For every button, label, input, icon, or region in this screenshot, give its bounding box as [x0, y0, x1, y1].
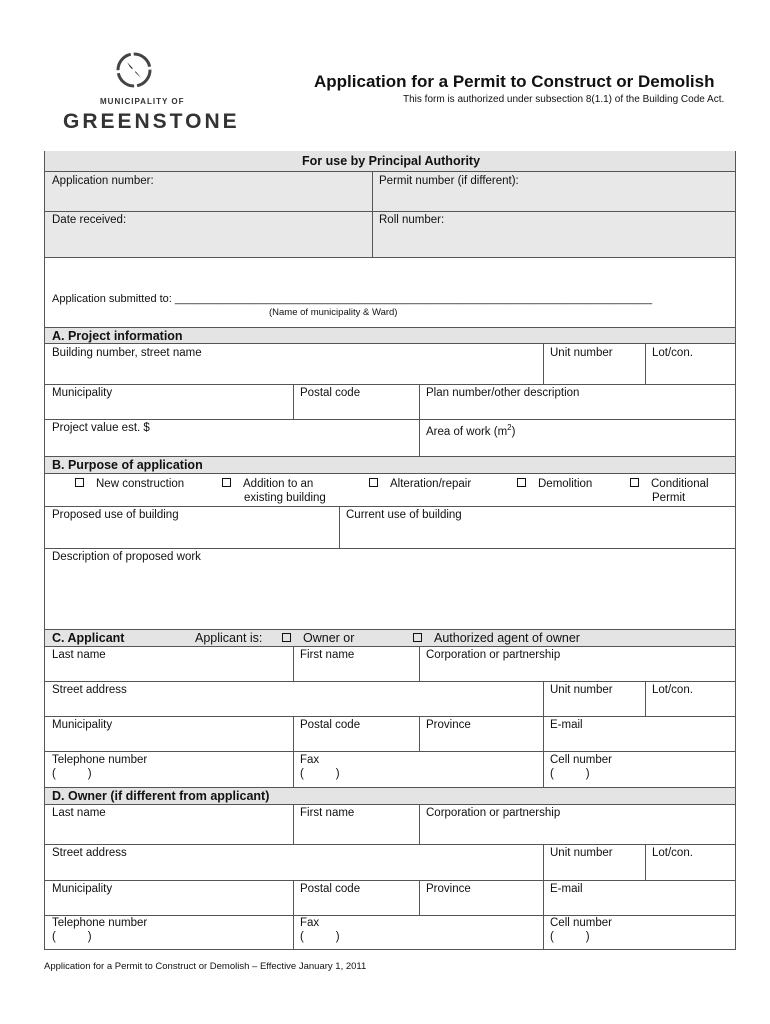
- fax-field-d[interactable]: Fax: [300, 917, 320, 929]
- area-close: ): [511, 425, 516, 438]
- telephone-paren-c: ( ): [52, 768, 92, 780]
- telephone-field-c[interactable]: Telephone number: [52, 754, 148, 766]
- option-label: New construction: [96, 478, 185, 490]
- municipality-field-c[interactable]: Municipality: [52, 719, 113, 731]
- area-label: Area of work (m: [426, 425, 508, 438]
- plan-number-field[interactable]: Plan number/other description: [426, 387, 580, 399]
- postal-code-field-a[interactable]: Postal code: [300, 387, 361, 399]
- corporation-field-d[interactable]: Corporation or partnership: [426, 807, 561, 819]
- checkbox-icon[interactable]: [75, 478, 84, 487]
- first-name-field-c[interactable]: First name: [300, 649, 355, 661]
- fax-field-c[interactable]: Fax: [300, 754, 320, 766]
- postal-code-field-d[interactable]: Postal code: [300, 883, 361, 895]
- compass-icon: [114, 50, 154, 90]
- option-addition-line2: existing building: [244, 492, 326, 504]
- page-subtitle: This form is authorized under subsection 8(1.1) of the Building Code Act.: [403, 94, 725, 105]
- page-title: Application for a Permit to Construct or Demolish: [314, 72, 715, 91]
- section-c-bar: [45, 629, 735, 647]
- lot-con-field-d[interactable]: Lot/con.: [652, 847, 693, 859]
- submitted-to-field[interactable]: Application submitted to: ______________________________________________________________________________: [52, 293, 653, 305]
- option-addition[interactable]: [222, 477, 313, 491]
- municipality-field-a[interactable]: Municipality: [52, 387, 113, 399]
- date-received-field[interactable]: Date received:: [52, 214, 127, 226]
- option-label: Conditional: [651, 478, 709, 490]
- fax-paren-c: ( ): [300, 768, 340, 780]
- building-number-field[interactable]: Building number, street name: [52, 347, 202, 359]
- logo-line1: MUNICIPALITY OF: [100, 97, 185, 106]
- checkbox-icon[interactable]: [282, 633, 291, 642]
- province-field-d[interactable]: Province: [426, 883, 471, 895]
- option-demolition[interactable]: [517, 477, 592, 491]
- section-b-heading: B. Purpose of application: [52, 458, 203, 472]
- cell-paren-d: ( ): [550, 931, 590, 943]
- telephone-paren-d: ( ): [52, 931, 92, 943]
- section-a-heading: A. Project information: [52, 329, 183, 343]
- cell-field-d[interactable]: Cell number: [550, 917, 612, 929]
- checkbox-icon[interactable]: [517, 478, 526, 487]
- agent-label: Authorized agent of owner: [434, 631, 580, 645]
- section-c-heading: C. Applicant: [52, 631, 125, 645]
- lot-con-field-a[interactable]: Lot/con.: [652, 347, 693, 359]
- area-sup: 2: [507, 423, 512, 432]
- unit-number-field-c[interactable]: Unit number: [550, 684, 613, 696]
- province-field-c[interactable]: Province: [426, 719, 471, 731]
- postal-code-field-c[interactable]: Postal code: [300, 719, 361, 731]
- option-label: Addition to an: [243, 478, 314, 490]
- checkbox-icon[interactable]: [413, 633, 422, 642]
- street-field-d[interactable]: Street address: [52, 847, 127, 859]
- lot-con-field-c[interactable]: Lot/con.: [652, 684, 693, 696]
- project-value-field[interactable]: Project value est. $: [52, 422, 150, 434]
- unit-number-field-d[interactable]: Unit number: [550, 847, 613, 859]
- municipality-field-d[interactable]: Municipality: [52, 883, 113, 895]
- municipality-logo: [60, 50, 240, 140]
- checkbox-icon[interactable]: [222, 478, 231, 487]
- area-of-work-field[interactable]: [426, 421, 515, 439]
- applicant-owner-option[interactable]: [282, 631, 354, 645]
- current-use-field[interactable]: Current use of building: [346, 509, 462, 521]
- option-conditional[interactable]: [630, 477, 709, 491]
- checkbox-icon[interactable]: [369, 478, 378, 487]
- email-field-c[interactable]: E-mail: [550, 719, 583, 731]
- last-name-field-d[interactable]: Last name: [52, 807, 106, 819]
- applicant-is-label: Applicant is:: [195, 631, 263, 645]
- roll-number-field[interactable]: Roll number:: [379, 214, 445, 226]
- checkbox-icon[interactable]: [630, 478, 639, 487]
- option-label: Demolition: [538, 478, 593, 490]
- unit-number-field-a[interactable]: Unit number: [550, 347, 613, 359]
- street-field-c[interactable]: Street address: [52, 684, 127, 696]
- cell-paren-c: ( ): [550, 768, 590, 780]
- authority-heading: For use by Principal Authority: [302, 154, 481, 168]
- section-d-heading: D. Owner (if different from applicant): [52, 789, 270, 803]
- option-conditional-line2: Permit: [652, 492, 686, 504]
- option-new-construction[interactable]: [75, 477, 184, 491]
- email-field-d[interactable]: E-mail: [550, 883, 583, 895]
- description-field[interactable]: Description of proposed work: [52, 551, 201, 563]
- owner-label: Owner or: [303, 631, 355, 645]
- option-label: Alteration/repair: [390, 478, 472, 490]
- applicant-agent-option[interactable]: [413, 631, 580, 645]
- corporation-field-c[interactable]: Corporation or partnership: [426, 649, 561, 661]
- cell-field-c[interactable]: Cell number: [550, 754, 612, 766]
- fax-paren-d: ( ): [300, 931, 340, 943]
- permit-number-field[interactable]: Permit number (if different):: [379, 175, 519, 187]
- page-footer: Application for a Permit to Construct or Demolish – Effective January 1, 2011: [44, 961, 367, 972]
- proposed-use-field[interactable]: Proposed use of building: [52, 509, 179, 521]
- submitted-note: (Name of municipality & Ward): [269, 307, 398, 318]
- logo-line2: GREENSTONE: [63, 110, 240, 133]
- telephone-field-d[interactable]: Telephone number: [52, 917, 148, 929]
- application-number-field[interactable]: Application number:: [52, 175, 154, 187]
- first-name-field-d[interactable]: First name: [300, 807, 355, 819]
- last-name-field-c[interactable]: Last name: [52, 649, 106, 661]
- option-alteration[interactable]: [369, 477, 471, 491]
